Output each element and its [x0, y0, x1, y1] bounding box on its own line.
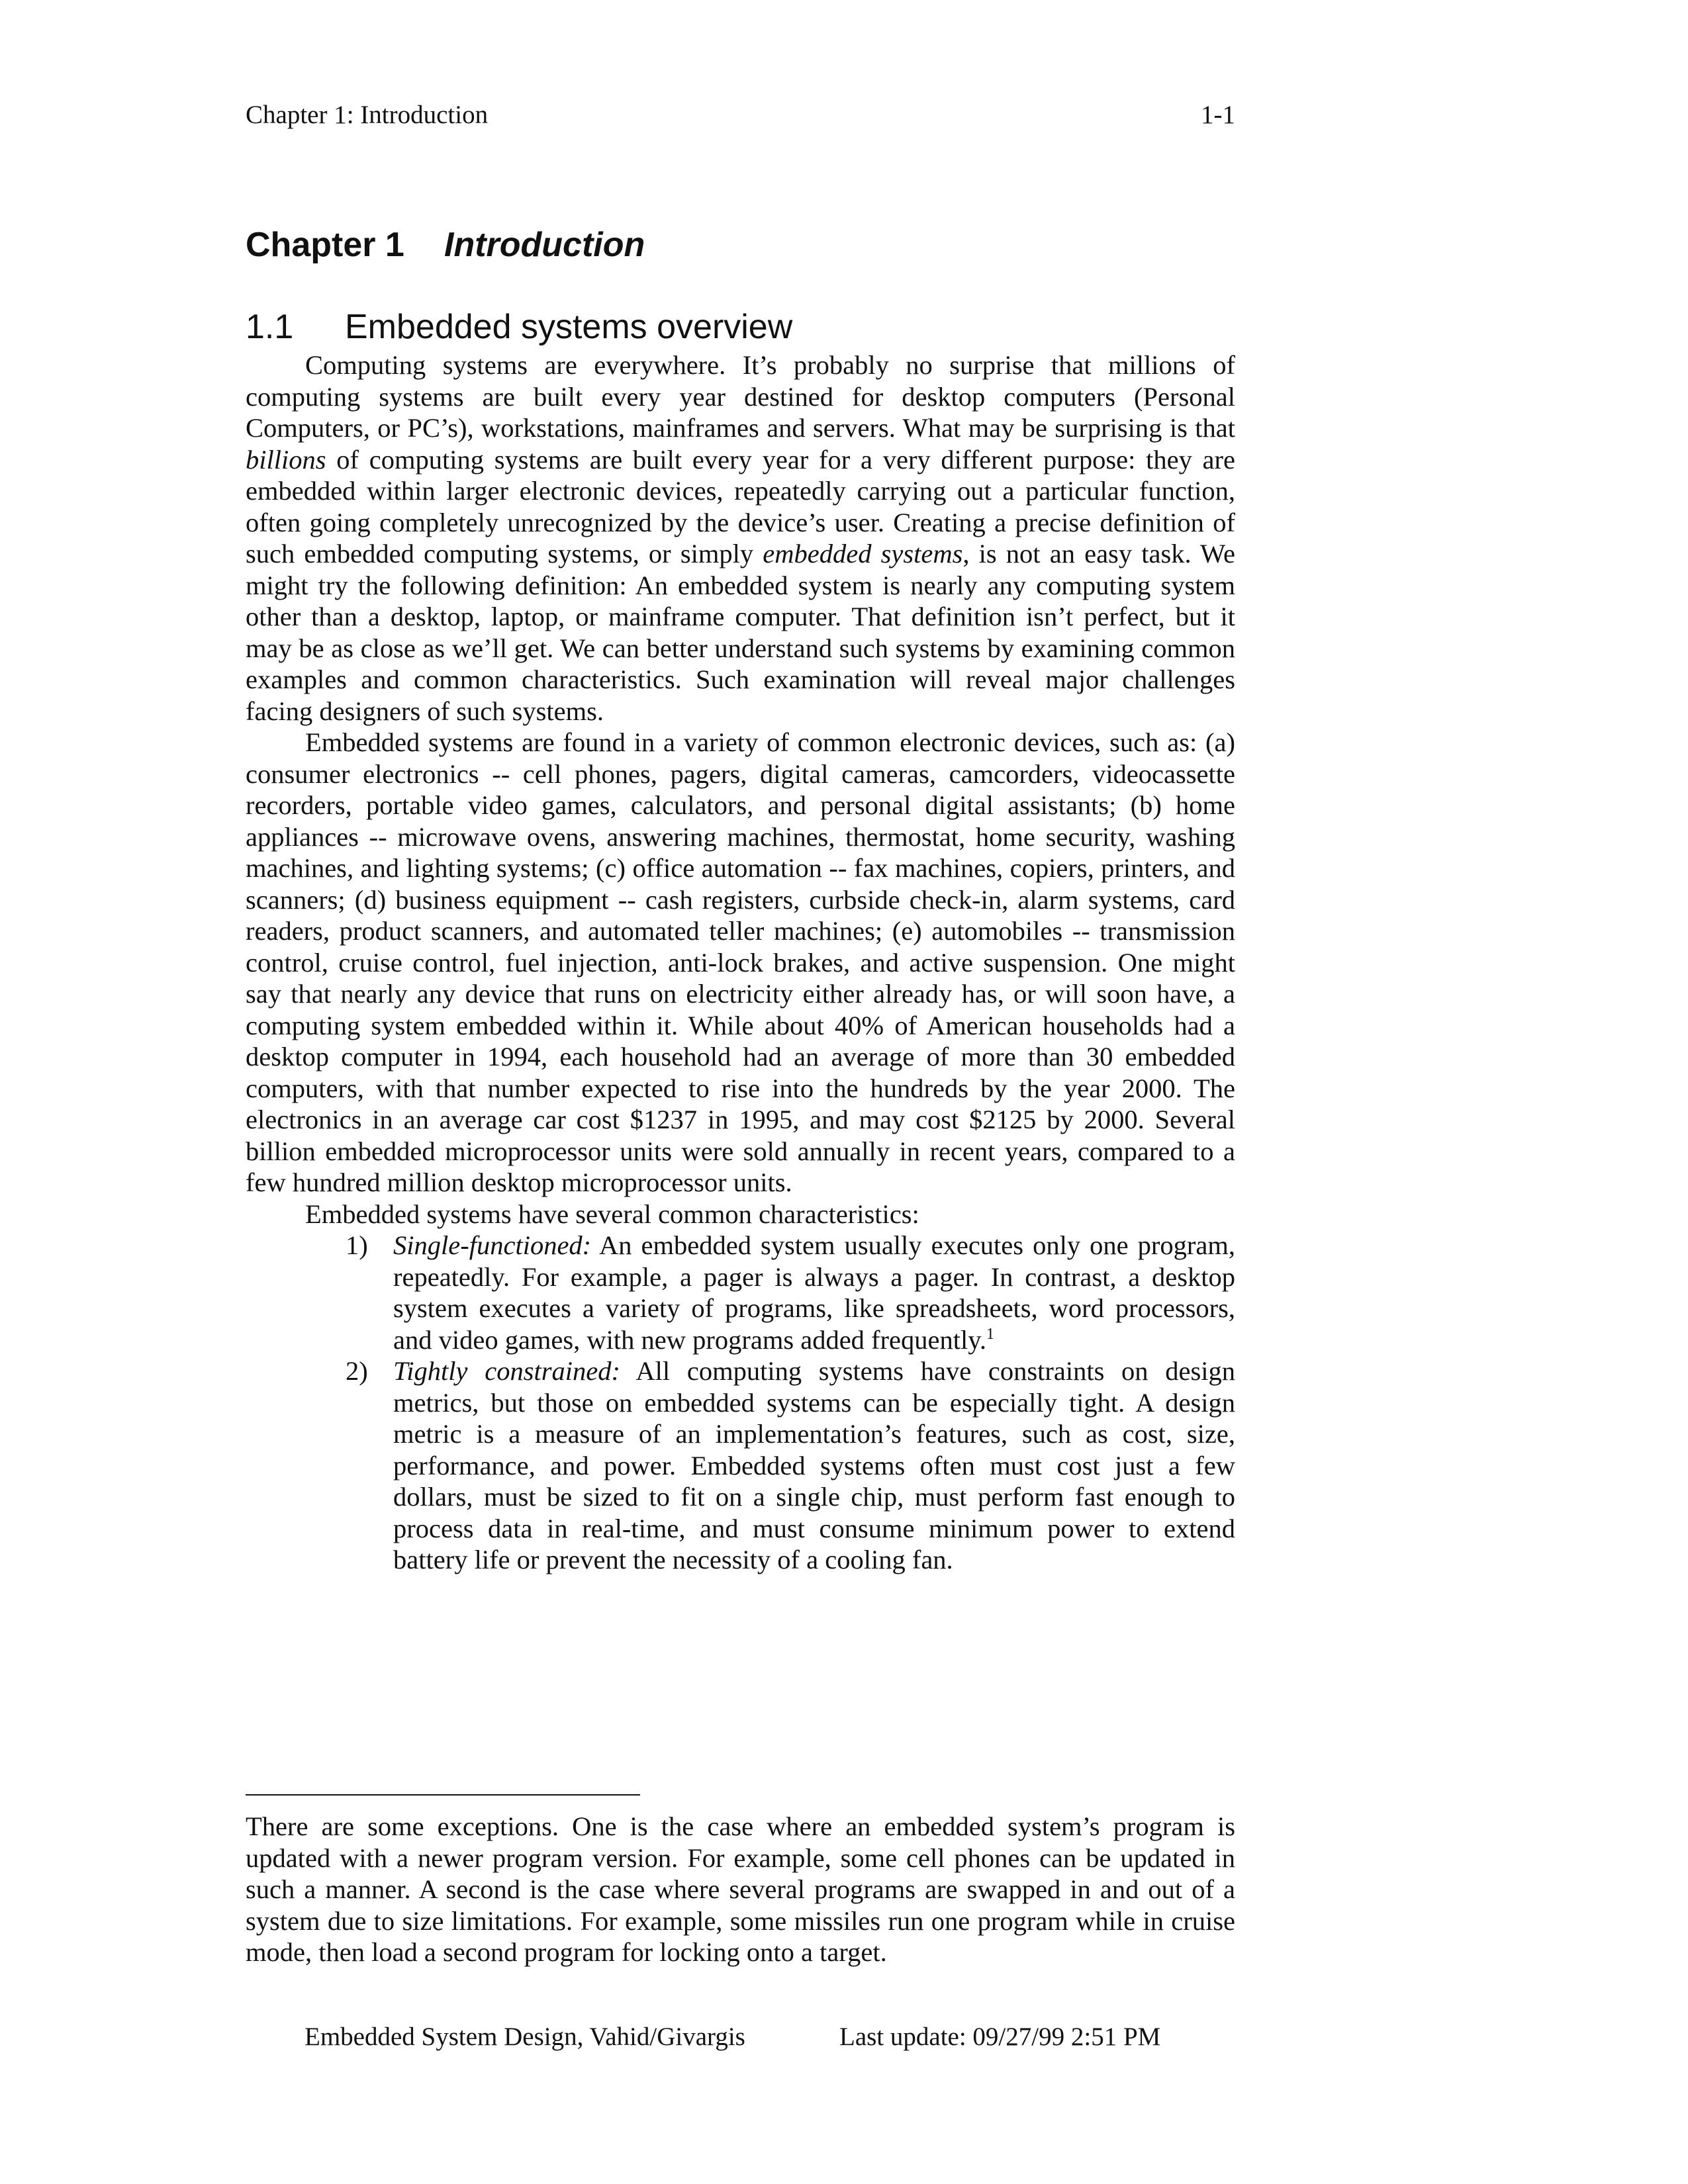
- emphasis-billions: billions: [246, 444, 326, 475]
- paragraph-characteristics-intro: Embedded systems have several common characteristics:: [305, 1199, 919, 1229]
- section-number: 1.1: [246, 308, 294, 346]
- characteristics-list: [246, 1230, 1235, 1576]
- paragraph-intro-part3: , is not an easy task. We might try the following definition: An embedded system is nearly any computing system other than a desktop, laptop, or mainframe computer. That definition isn’t perfect, but it may be as close as we’ll get. We can better understand such systems by examining common examples and common characteristics. Such examination will reveal major challenges facing designers of such systems.: [246, 539, 1235, 726]
- paragraph-intro-part1: Computing systems are everywhere. It’s probably no surprise that millions of computing systems are built every year destined for desktop computers (Personal Computers, or PC’s), workstations, mainframes and servers. What may be surprising is that: [246, 350, 1235, 443]
- footnote-reference[interactable]: 1: [986, 1325, 994, 1343]
- chapter-title: Introduction: [444, 226, 645, 264]
- header-page-number: 1-1: [1201, 101, 1235, 129]
- list-item-term: Single-functioned:: [393, 1230, 592, 1260]
- list-item: [246, 1355, 1235, 1576]
- list-item: [246, 1230, 1235, 1355]
- chapter-number: Chapter 1: [246, 226, 404, 264]
- footer-book-title: Embedded System Design, Vahid/Givargis: [305, 2023, 745, 2051]
- header-chapter-label: Chapter 1: Introduction: [246, 101, 489, 129]
- emphasis-embedded-systems: embedded systems: [763, 539, 963, 569]
- list-item-number: 1): [346, 1230, 368, 1260]
- paragraph-intro-part2: of computing systems are built every year for a very different purpose: they are embedded within larger electronic devices, repeatedly carrying out a particular function, often going completely unrecognized by the device’s user. Creating a precise definition of such embedded computing systems, or simply: [246, 444, 1235, 569]
- list-item-text: All computing systems have constraints on design metrics, but those on embedded systems can be especially tight. A design metric is a measure of an implementation’s features, such as cost, size, performance, and power. Embedded systems often must cost just a few dollars, must be sized to fit on a single chip, must perform fast enough to process data in real-time, and must consume minimum power to extend battery life or prevent the necessity of a cooling fan.: [393, 1356, 1235, 1574]
- section-heading: [246, 306, 792, 348]
- chapter-heading: [246, 224, 645, 266]
- list-item-text: An embedded system usually executes only one program, repeatedly. For example, a pager is always a pager. In contrast, a desktop system executes a variety of programs, like spreadsheets, word processors, and video games, with new programs added frequently.: [393, 1230, 1235, 1355]
- footnote-text: There are some exceptions. One is the case where an embedded system’s program is updated with a newer program version. For example, some cell phones can be updated in such a manner. A second is the case where several programs are swapped in and out of a system due to size limitations. For example, some missiles run one program while in cruise mode, then load a second program for locking onto a target.: [246, 1811, 1235, 1967]
- section-title: Embedded systems overview: [345, 308, 793, 346]
- footer-last-update: Last update: 09/27/99 2:51 PM: [839, 2023, 1161, 2051]
- list-item-number: 2): [346, 1356, 368, 1386]
- paragraph-examples: Embedded systems are found in a variety of common electronic devices, such as: (a) consumer electronics -- cell phones, pagers, digital cameras, camcorders, videocassette recorders, portable video games, calculators, and personal digital assistants; (b) home appliances -- microwave ovens, answering machines, thermostat, home security, washing machines, and lighting systems; (c) office automation -- fax machines, copiers, printers, and scanners; (d) business equipment -- cash registers, curbside check-in, alarm systems, card readers, product scanners, and automated teller machines; (e) automobiles -- transmission control, cruise control, fuel injection, anti-lock brakes, and active suspension. One might say that nearly any device that runs on electricity either already has, or will soon have, a computing system embedded within it. While about 40% of American households had a desktop computer in 1994, each household had an average of more than 30 embedded computers, with that number expected to rise into the hundreds by the year 2000. The electronics in an average car cost $1237 in 1995, and may cost $2125 by 2000. Several billion embedded microprocessor units were sold annually in recent years, compared to a few hundred million desktop microprocessor units.: [246, 727, 1235, 1197]
- body-text: [246, 349, 1235, 1576]
- list-item-term: Tightly constrained:: [393, 1356, 620, 1386]
- footnote-separator: [246, 1794, 640, 1796]
- paragraph-intro: [246, 349, 1235, 727]
